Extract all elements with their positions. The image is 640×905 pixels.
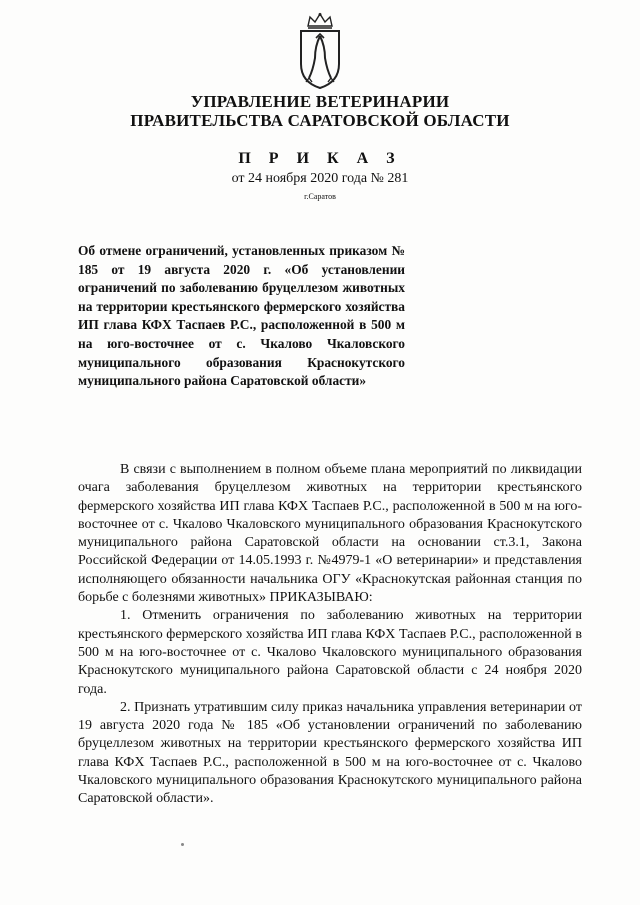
coat-of-arms-icon xyxy=(296,12,344,90)
order-item-1: 1. Отменить ограничения по заболеванию животных на территории крестьянского фермерского хозяйства ИП глава КФХ Таспаев Р.С., расположенной в 500 м на юго-восточнее от с. Чкалово Чкаловского муниципального образования Краснокутского муниципального района Саратовской области с 24 ноября 2020 года. xyxy=(78,608,582,697)
order-date-number: от 24 ноября 2020 года № 281 xyxy=(231,171,409,186)
organization-name-line-1: УПРАВЛЕНИЕ ВЕТЕРИНАРИИ xyxy=(190,92,450,111)
document-title: П Р И К А З xyxy=(238,150,402,167)
order-subject: Об отмене ограничений, установленных приказом № 185 от 19 августа 2020 г. «Об установлении ограничений по заболеванию бруцеллезом животных на территории крестьянского фермерского хозяйства ИП глава КФХ Таспаев Р.С., расположенной в 500 м на юго-восточнее от с. Чкалово Чкаловского муниципального образования Краснокутского муниципального района Саратовской области» xyxy=(78,243,405,389)
scan-artifact xyxy=(181,843,184,846)
organization-name-line-2: ПРАВИТЕЛЬСТВА САРАТОВСКОЙ ОБЛАСТИ xyxy=(130,111,510,130)
preamble-paragraph: В связи с выполнением в полном объеме плана мероприятий по ликвидации очага заболевания бруцеллезом животных на территории крестьянского фермерского хозяйства ИП глава КФХ Таспаев Р.С., расположенной в 500 м на юго-восточнее от с. Чкалово Чкаловского муниципального образования Краснокутского муниципального района Саратовской области на основании ст.3.1, Закона Российской Федерации от 14.05.1993 г. №4979-1 «О ветеринарии» и представления исполняющего обязанности начальника ОГУ «Краснокутская районная станция по борьбе с болезнями животных» ПРИКАЗЫВАЮ: xyxy=(78,462,582,606)
order-body xyxy=(78,461,582,809)
order-item-2: 2. Признать утратившим силу приказ начальника управления ветеринарии от 19 августа 2020 года № 185 «Об установлении ограничений по заболеванию бруцеллезом животных на территории крестьянского фермерского хозяйства ИП глава КФХ Таспаев Р.С., расположенной в 500 м на юго-восточнее от с. Чкалово Чкаловского муниципального образования Краснокутского муниципального района Саратовской области». xyxy=(78,699,582,807)
order-city: г.Саратов xyxy=(304,192,336,201)
